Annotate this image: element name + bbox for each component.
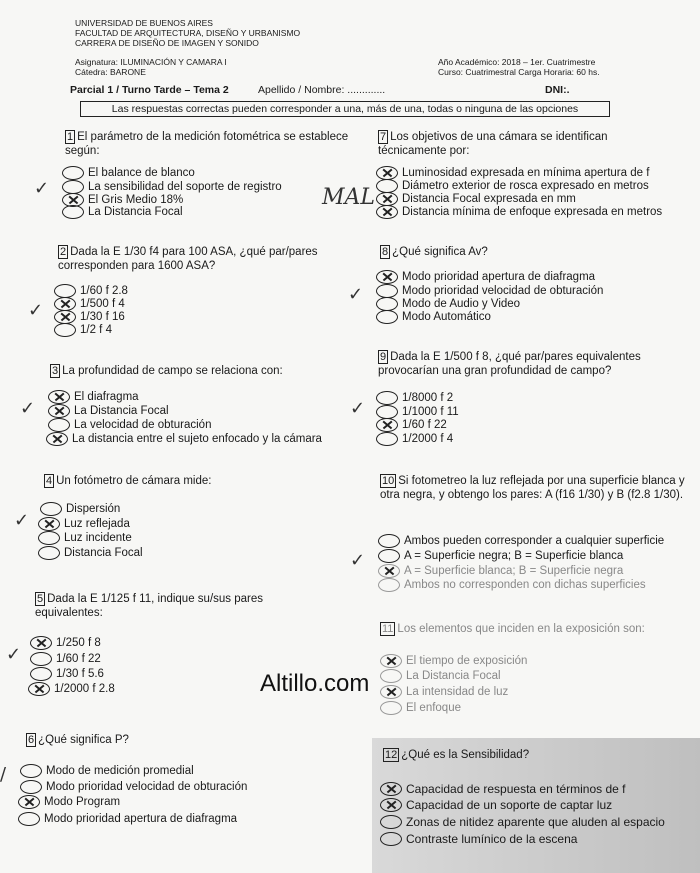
answer-bubble-marked[interactable]: [376, 270, 398, 284]
option-6d[interactable]: [18, 812, 237, 826]
option-9d[interactable]: [376, 432, 453, 446]
check-mark-icon: ✓: [14, 510, 30, 531]
option-2b[interactable]: [54, 297, 125, 311]
dni-field-label: DNI:.: [545, 84, 570, 96]
option-4a[interactable]: [40, 502, 120, 516]
option-3d[interactable]: [46, 432, 322, 446]
option-7d[interactable]: [376, 205, 662, 219]
answer-bubble[interactable]: [378, 578, 400, 592]
answer-bubble-marked[interactable]: [376, 166, 398, 180]
check-mark-icon: /: [0, 764, 7, 785]
option-label: Contraste lumínico de la escena: [406, 832, 578, 846]
answer-bubble[interactable]: [40, 502, 62, 516]
option-label: Modo de medición promedial: [46, 765, 194, 777]
answer-bubble[interactable]: [48, 418, 70, 432]
option-3c[interactable]: [48, 418, 211, 432]
option-8a[interactable]: [376, 270, 595, 284]
option-12b[interactable]: [380, 798, 612, 812]
answer-bubble-marked[interactable]: [48, 404, 70, 418]
question-number: 11: [382, 623, 394, 635]
option-label: El balance de blanco: [88, 167, 195, 179]
option-label: 1/500 f 4: [80, 298, 125, 310]
question-number: 5: [37, 593, 44, 605]
answer-bubble[interactable]: [62, 180, 84, 194]
answer-bubble[interactable]: [38, 531, 60, 545]
question-number: 1: [67, 131, 74, 143]
answer-bubble[interactable]: [62, 205, 84, 219]
question-number: 2: [60, 246, 67, 258]
question-10: [380, 474, 685, 502]
option-1b[interactable]: [62, 180, 282, 194]
option-label: 1/60 f 22: [402, 419, 447, 431]
option-label: La Distancia Focal: [406, 670, 501, 682]
option-label: Modo Program: [44, 796, 121, 808]
option-7a[interactable]: [376, 166, 649, 180]
answer-bubble[interactable]: [376, 310, 398, 324]
option-label: 1/30 f 5.6: [56, 668, 104, 680]
answer-bubble-marked[interactable]: [380, 782, 402, 796]
option-5d[interactable]: [28, 682, 115, 696]
option-9c[interactable]: [376, 418, 447, 432]
answer-bubble[interactable]: [62, 166, 84, 180]
answer-bubble-marked[interactable]: [48, 390, 70, 404]
option-label: La distancia entre el sujeto enfocado y la cámara: [72, 433, 322, 445]
answer-bubble-marked[interactable]: [18, 795, 40, 809]
question-number: 6: [28, 734, 35, 746]
option-6b[interactable]: [20, 780, 247, 794]
answer-bubble-marked[interactable]: [54, 310, 76, 324]
answer-bubble[interactable]: [30, 652, 52, 666]
option-label: Modo prioridad apertura de diafragma: [44, 813, 238, 825]
question-11: [380, 622, 685, 636]
option-12d[interactable]: [380, 832, 577, 846]
option-8c[interactable]: [376, 297, 520, 311]
name-field-label: Apellido / Nombre: .............: [258, 84, 386, 96]
answer-bubble[interactable]: [20, 780, 42, 794]
faculty-name: FACULTAD DE ARQUITECTURA, DISEÑO Y URBANISMO: [75, 28, 301, 38]
option-label: Ambos no corresponden con dichas superficies: [404, 579, 646, 591]
option-label: Modo prioridad velocidad de obturación: [46, 781, 248, 793]
option-label: Capacidad de respuesta en términos de f: [406, 782, 626, 796]
answer-bubble[interactable]: [376, 405, 398, 419]
option-5c[interactable]: [30, 667, 104, 681]
question-number: 3: [52, 365, 59, 377]
question-6: [26, 733, 286, 747]
option-9a[interactable]: [376, 391, 453, 405]
option-label: 1/60 f 2.8: [80, 285, 128, 297]
answer-bubble[interactable]: [380, 701, 402, 715]
option-4c[interactable]: [38, 531, 132, 545]
option-label: Modo prioridad velocidad de obturación: [402, 285, 604, 297]
option-8d[interactable]: [376, 310, 491, 324]
check-mark-icon: ✓: [350, 550, 366, 571]
option-label: La Distancia Focal: [74, 405, 169, 417]
question-text: Los elementos que inciden en la exposición son:: [397, 623, 645, 635]
option-7b[interactable]: [376, 179, 649, 193]
answer-bubble[interactable]: [380, 815, 402, 829]
question-2: [58, 245, 348, 273]
question-text: Dada la E 1/500 f 8, ¿qué par/pares equivalentes provocarían una gran profundidad de campo?: [378, 351, 641, 377]
academic-year: Año Académico: 2018 – 1er. Cuatrimestre: [438, 57, 596, 67]
question-text: Dada la E 1/30 f4 para 100 ASA, ¿qué par/pares corresponden para 1600 ASA?: [58, 246, 318, 272]
question-text: Los objetivos de una cámara se identifican técnicamente por:: [378, 131, 608, 157]
answer-bubble-marked[interactable]: [28, 682, 50, 696]
question-number: 4: [46, 475, 53, 487]
university-name: UNIVERSIDAD DE BUENOS AIRES: [75, 18, 213, 28]
option-10b[interactable]: [378, 549, 623, 563]
option-2d[interactable]: [54, 323, 112, 337]
question-number: 9: [380, 351, 387, 363]
question-1: [65, 130, 365, 158]
option-label: La Distancia Focal: [88, 206, 183, 218]
answer-bubble[interactable]: [376, 179, 398, 193]
question-text: ¿Qué es la Sensibilidad?: [401, 749, 530, 761]
instructions-box: Las respuestas correctas pueden corresponder a una, más de una, todas o ninguna de las opciones: [80, 101, 610, 117]
option-9b[interactable]: [376, 405, 459, 419]
answer-bubble[interactable]: [376, 391, 398, 405]
option-label: 1/1000 f 11: [402, 406, 459, 418]
answer-bubble[interactable]: [376, 432, 398, 446]
option-2a[interactable]: [54, 284, 128, 298]
option-12a[interactable]: [380, 782, 625, 796]
option-label: Zonas de nitidez aparente que aluden al espacio: [406, 815, 665, 829]
option-label: El diafragma: [74, 391, 139, 403]
option-5a[interactable]: [30, 636, 101, 650]
option-label: 1/2000 f 4: [402, 433, 454, 445]
option-label: Capacidad de un soporte de captar luz: [406, 798, 613, 812]
answer-bubble[interactable]: [378, 549, 400, 563]
answer-bubble[interactable]: [20, 764, 42, 778]
answer-bubble[interactable]: [30, 667, 52, 681]
answer-bubble[interactable]: [54, 284, 76, 298]
answer-bubble-marked[interactable]: [380, 654, 402, 668]
option-label: 1/250 f 8: [56, 637, 101, 649]
option-label: Modo prioridad apertura de diafragma: [402, 271, 596, 283]
answer-bubble-marked[interactable]: [38, 517, 60, 531]
option-label: 1/60 f 22: [56, 653, 101, 665]
option-label: Dispersión: [66, 503, 121, 515]
option-11a[interactable]: [380, 654, 527, 668]
check-mark-icon: ✓: [6, 644, 22, 665]
option-label: Luz reflejada: [64, 518, 130, 530]
answer-bubble-marked[interactable]: [46, 432, 68, 446]
option-6a[interactable]: [20, 764, 194, 778]
option-8b[interactable]: [376, 284, 603, 298]
option-11d[interactable]: [380, 701, 461, 715]
option-label: A = Superficie negra; B = Superficie blanca: [404, 550, 624, 562]
question-text: Si fotometreo la luz reflejada por una superficie blanca y otra negra, y obtengo los pares: A (f16 1/30) y B (f2.8 1/30).: [380, 475, 685, 501]
exam-title: Parcial 1 / Turno Tarde – Tema 2: [70, 84, 229, 96]
option-4b[interactable]: [38, 517, 130, 531]
answer-bubble[interactable]: [380, 669, 402, 683]
question-number: 10: [382, 475, 395, 487]
answer-bubble-marked[interactable]: [380, 798, 402, 812]
answer-bubble[interactable]: [376, 284, 398, 298]
answer-bubble[interactable]: [378, 534, 400, 548]
option-1d[interactable]: [62, 205, 183, 219]
question-5: [35, 592, 305, 620]
option-label: Distancia Focal expresada en mm: [402, 193, 576, 205]
option-label: Luz incidente: [64, 532, 132, 544]
question-text: ¿Qué significa Av?: [392, 246, 488, 258]
answer-bubble-marked[interactable]: [30, 636, 52, 650]
option-5b[interactable]: [30, 652, 101, 666]
option-11b[interactable]: [380, 669, 501, 683]
check-mark-icon: ✓: [348, 284, 364, 305]
answer-bubble-marked[interactable]: [376, 192, 398, 206]
check-mark-icon: ✓: [34, 178, 50, 199]
option-label: La intensidad de luz: [406, 686, 509, 698]
option-10d[interactable]: [378, 578, 646, 592]
subject-label: Asignatura: ILUMINACIÓN Y CAMARA I: [75, 57, 227, 67]
question-4: [44, 474, 344, 488]
course-info: Curso: Cuatrimestral Carga Horaria: 60 hs.: [438, 67, 600, 77]
check-mark-icon: ✓: [20, 398, 36, 419]
answer-bubble[interactable]: [38, 546, 60, 560]
option-10c[interactable]: [378, 564, 623, 578]
check-mark-icon: ✓: [28, 300, 44, 321]
check-mark-icon: ✓: [350, 398, 366, 419]
option-label: Distancia mínima de enfoque expresada en metros: [402, 206, 663, 218]
answer-bubble-marked[interactable]: [376, 418, 398, 432]
option-10a[interactable]: [378, 534, 664, 548]
option-3b[interactable]: [48, 404, 169, 418]
answer-bubble-marked[interactable]: [378, 564, 400, 578]
option-1a[interactable]: [62, 166, 195, 180]
question-text: Un fotómetro de cámara mide:: [56, 475, 212, 487]
answer-bubble[interactable]: [54, 323, 76, 337]
option-label: Modo Automático: [402, 311, 491, 323]
option-7c[interactable]: [376, 192, 576, 206]
question-3: [50, 364, 350, 378]
option-label: El tiempo de exposición: [406, 655, 528, 667]
question-text: Dada la E 1/125 f 11, indique su/sus pares equivalentes:: [35, 593, 263, 619]
option-label: La velocidad de obturación: [74, 419, 212, 431]
question-text: ¿Qué significa P?: [38, 734, 129, 746]
option-label: A = Superficie blanca; B = Superficie negra: [404, 565, 624, 577]
option-label: 1/8000 f 2: [402, 392, 454, 404]
option-label: El Gris Medio 18%: [88, 194, 184, 206]
option-12c[interactable]: [380, 815, 665, 829]
option-label: Modo de Audio y Video: [402, 298, 521, 310]
option-label: Diámetro exterior de rosca expresado en metros: [402, 180, 649, 192]
option-6c[interactable]: [18, 795, 120, 809]
question-9: [378, 350, 678, 378]
answer-bubble-marked[interactable]: [54, 297, 76, 311]
option-3a[interactable]: [48, 390, 139, 404]
answer-bubble[interactable]: [18, 812, 40, 826]
answer-bubble-marked[interactable]: [376, 205, 398, 219]
option-11c[interactable]: [380, 685, 508, 699]
answer-bubble-marked[interactable]: [380, 685, 402, 699]
option-label: 1/2 f 4: [80, 324, 112, 336]
option-4d[interactable]: [38, 546, 143, 560]
question-12: [383, 748, 683, 762]
question-text: El parámetro de la medición fotométrica se establece según:: [65, 131, 349, 157]
question-number: 7: [380, 131, 387, 143]
option-label: Ambos pueden corresponder a cualquier superficie: [404, 535, 665, 547]
question-7: [378, 130, 678, 158]
option-label: El enfoque: [406, 702, 461, 714]
career-name: CARRERA DE DISEÑO DE IMAGEN Y SONIDO: [75, 38, 259, 48]
option-label: Distancia Focal: [64, 547, 143, 559]
answer-bubble[interactable]: [376, 297, 398, 311]
option-label: 1/30 f 16: [80, 311, 125, 323]
option-label: La sensibilidad del soporte de registro: [88, 181, 282, 193]
watermark-text: Altillo.com: [260, 670, 370, 697]
question-number: 12: [385, 749, 398, 761]
chair-label: Cátedra: BARONE: [75, 67, 146, 77]
answer-bubble[interactable]: [380, 832, 402, 846]
option-label: Luminosidad expresada en mínima apertura de f: [402, 167, 650, 179]
question-8: [380, 245, 680, 259]
option-2c[interactable]: [54, 310, 125, 324]
question-text: La profundidad de campo se relaciona con:: [62, 365, 283, 377]
question-number: 8: [382, 246, 389, 258]
option-label: 1/2000 f 2.8: [54, 683, 115, 695]
grader-annotation: MAL: [322, 185, 376, 210]
